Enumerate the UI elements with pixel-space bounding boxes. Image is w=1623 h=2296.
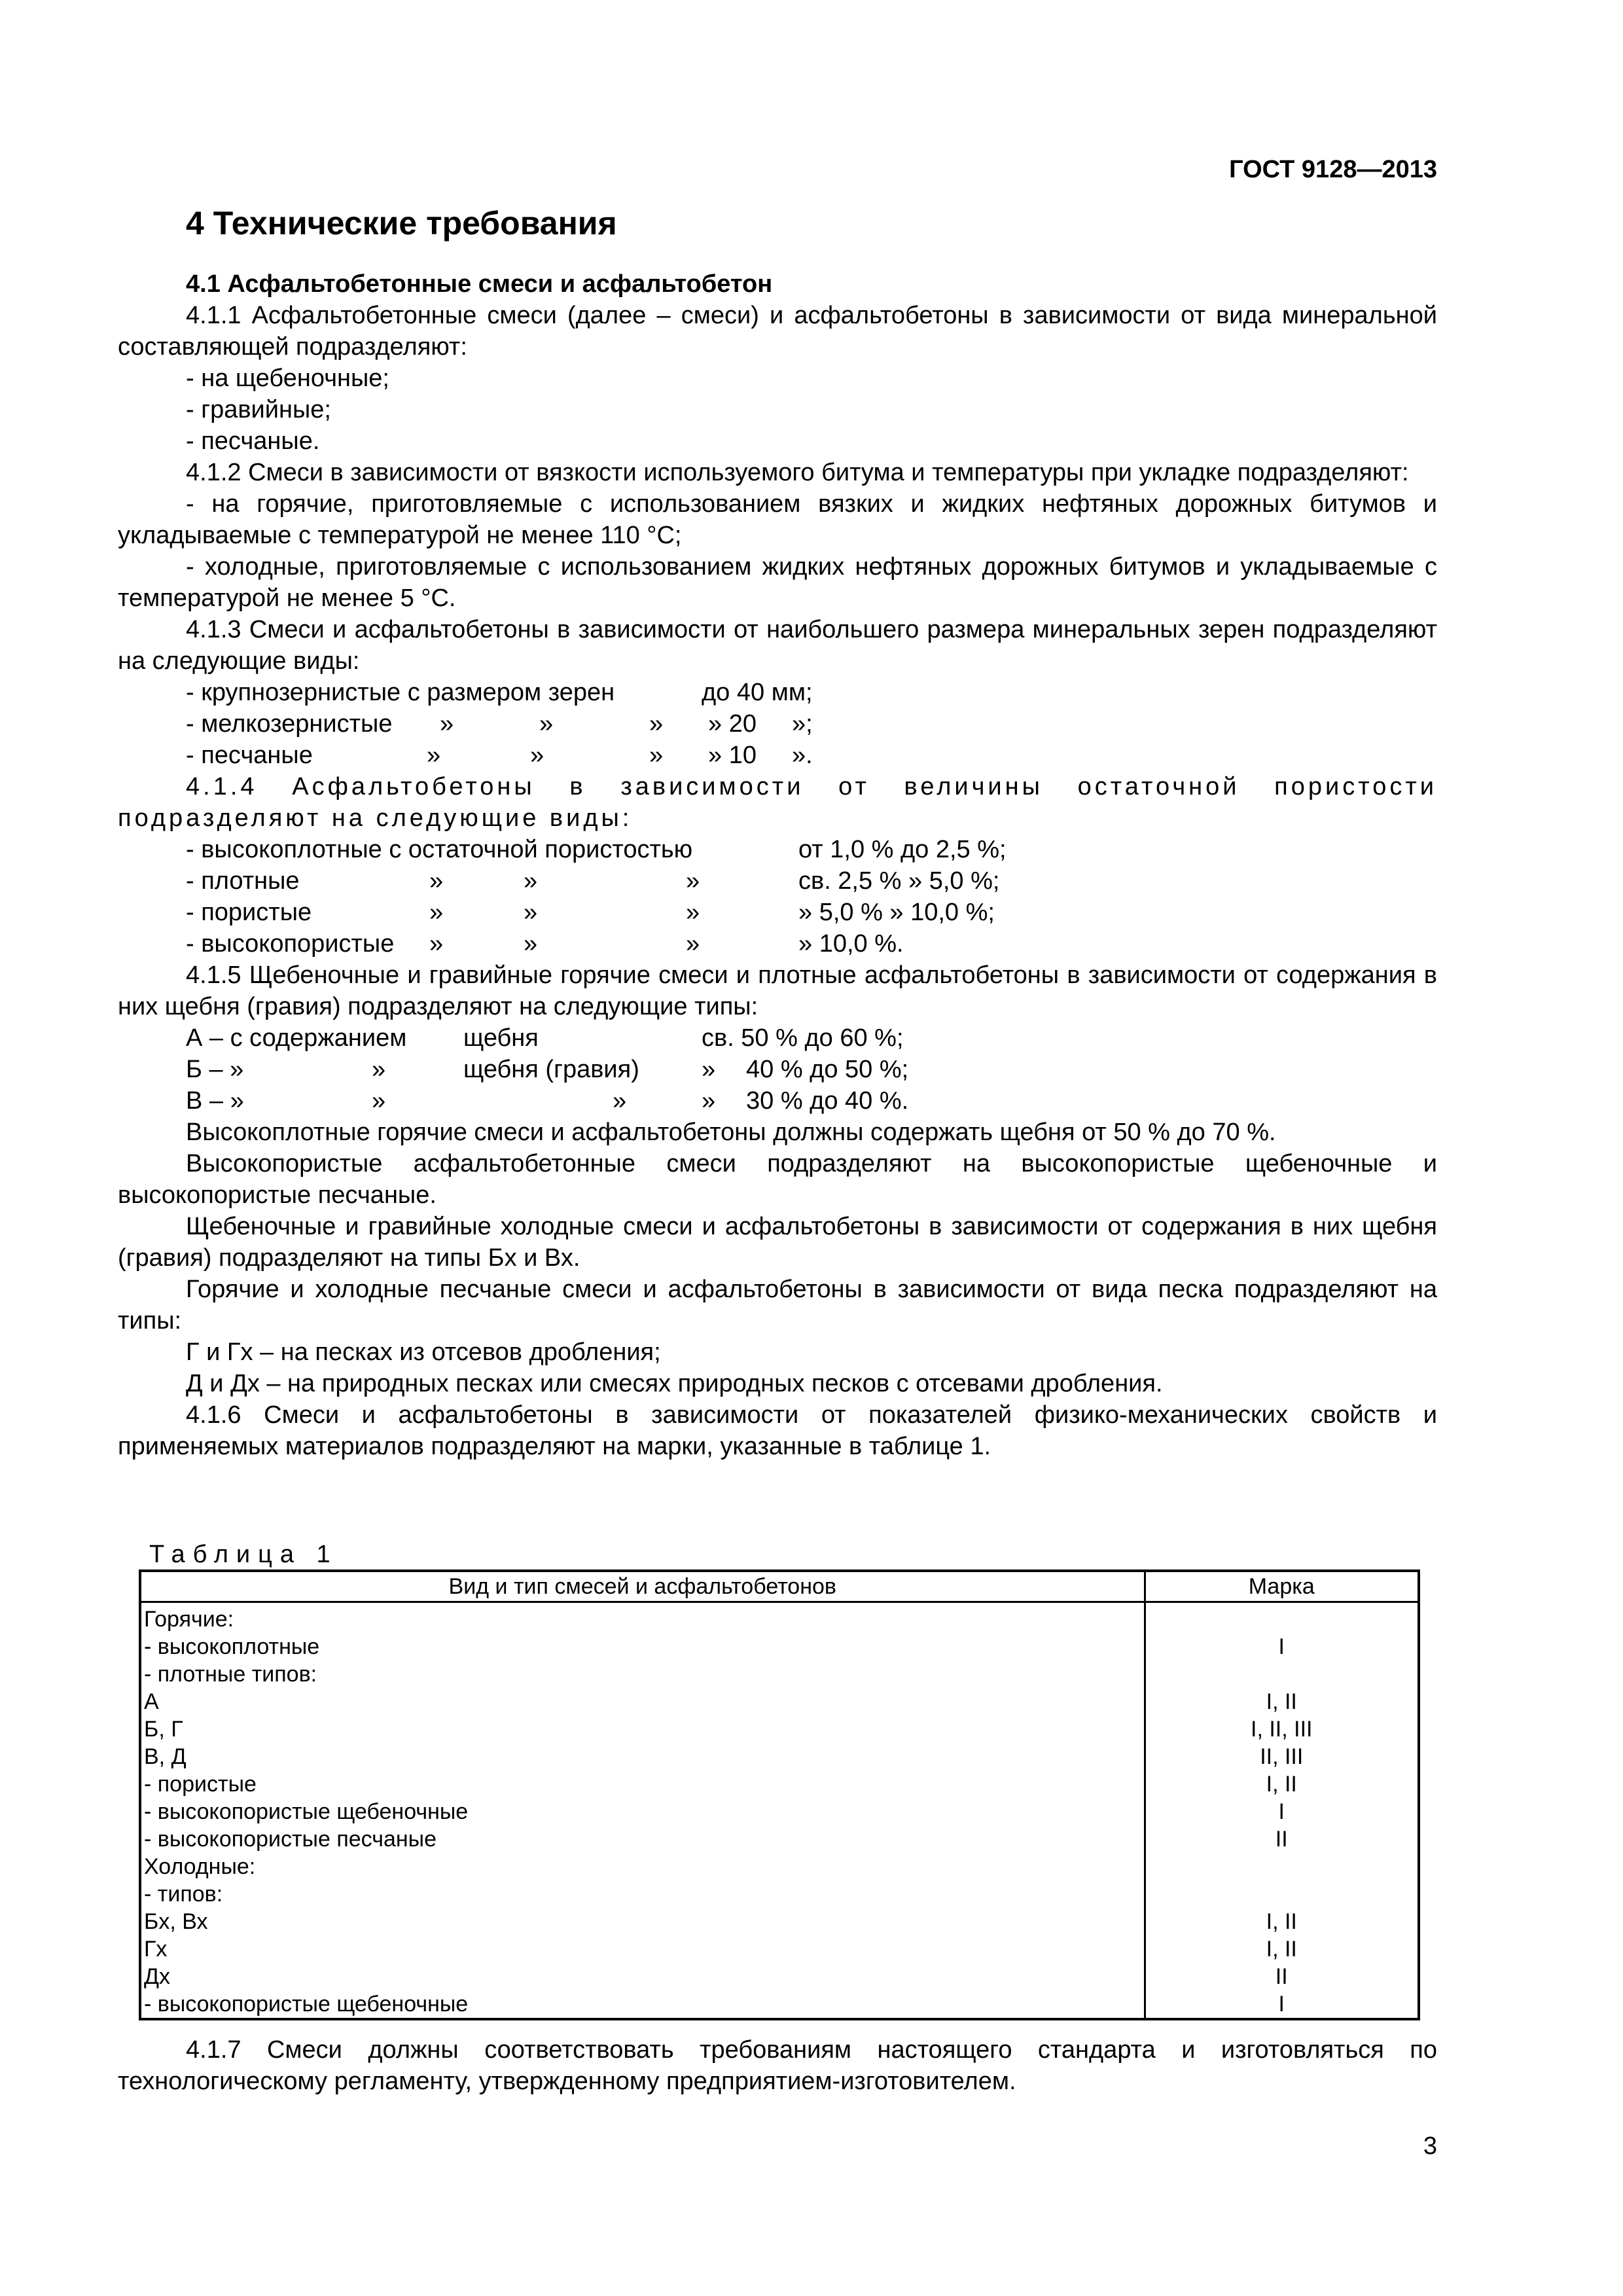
page-number: 3 <box>1423 2132 1437 2160</box>
table-row: А I, II <box>140 1688 1419 1715</box>
paragraph: Высокоплотные горячие смеси и асфальтобетоны должны содержать щебня от 50 % до 70 %. <box>186 1119 1276 1146</box>
list-item: Д и Дх – на природных песках или смесях природных песков с отсевами дробления. <box>186 1370 1163 1397</box>
grain-size-row: - песчаные » » » » 10 ». <box>186 742 813 769</box>
table-row: Холодные: <box>140 1853 1419 1880</box>
list-item: - холодные, приготовляемые с использованием жидких нефтяных дорожных битумов и укладываемые с температурой не менее 5 °С. <box>118 553 1437 612</box>
table-row: - типов: <box>140 1880 1419 1908</box>
paragraph-4-1-2: 4.1.2 Смеси в зависимости от вязкости используемого битума и температуры при укладке подразделяют: <box>186 459 1409 486</box>
grain-size-row: - мелкозернистые » » » » 20 »; <box>186 710 813 738</box>
document-header-standard-code: ГОСТ 9128—2013 <box>1229 156 1437 183</box>
list-item: - на горячие, приготовляемые с использованием вязких и жидких нефтяных дорожных битумов и укладываемые с температурой не менее 110 °С; <box>118 490 1437 549</box>
paragraph-4-1-7: 4.1.7 Смеси должны соответствовать требованиям настоящего стандарта и изготовляться по технологическому регламенту, утвержденному предприятием-изготовителем. <box>118 2036 1437 2095</box>
paragraph-4-1-5: 4.1.5 Щебеночные и гравийные горячие смеси и плотные асфальтобетоны в зависимости от содержания в них щебня (гравия) подразделяют на следующие типы: <box>118 961 1437 1020</box>
paragraph: Щебеночные и гравийные холодные смеси и асфальтобетоны в зависимости от содержания в них щебня (гравия) подразделяют на типы Бх и Вх. <box>118 1213 1437 1272</box>
list-item: - на щебеночные; <box>186 365 389 392</box>
column-header-grade: Марка <box>1145 1571 1419 1602</box>
list-item: Г и Гх – на песках из отсевов дробления; <box>186 1338 661 1366</box>
porosity-row: - высокоплотные с остаточной пористостью от 1,0 % до 2,5 %; <box>186 836 1007 863</box>
table-row: - пористые I, II <box>140 1770 1419 1798</box>
paragraph: Высокопористые асфальтобетонные смеси подразделяют на высокопористые щебеночные и высокопористые песчаные. <box>118 1150 1437 1209</box>
table-1-caption: Таблица 1 <box>149 1541 338 1568</box>
crushed-stone-row: А – с содержанием щебня св. 50 % до 60 %; <box>186 1024 904 1052</box>
subsection-heading-4-1: 4.1 Асфальтобетонные смеси и асфальтобетон <box>186 270 773 298</box>
table-row: - плотные типов: <box>140 1660 1419 1688</box>
table-row: Горячие: <box>140 1602 1419 1634</box>
table-header-row <box>140 1571 1419 1602</box>
table-row: - высокопористые щебеночные I <box>140 1990 1419 2019</box>
crushed-stone-row: В – » » » » 30 % до 40 %. <box>186 1087 909 1115</box>
porosity-row: - плотные » » » св. 2,5 % » 5,0 %; <box>186 867 1000 895</box>
porosity-row: - пористые » » » » 5,0 % » 10,0 %; <box>186 899 995 926</box>
list-item: - гравийные; <box>186 396 331 423</box>
paragraph-4-1-3: 4.1.3 Смеси и асфальтобетоны в зависимости от наибольшего размера минеральных зерен подразделяют на следующие виды: <box>118 616 1437 675</box>
section-title: 4 Технические требования <box>186 205 617 242</box>
table-1 <box>139 1570 1420 2020</box>
table-row: Дх II <box>140 1963 1419 1990</box>
table-row: В, Д II, III <box>140 1743 1419 1770</box>
column-header-type: Вид и тип смесей и асфальтобетонов <box>140 1571 1145 1602</box>
paragraph: Горячие и холодные песчаные смеси и асфальтобетоны в зависимости от вида песка подразделяют на типы: <box>118 1276 1437 1335</box>
table-row: - высокопористые песчаные II <box>140 1825 1419 1853</box>
porosity-row: - высокопористые » » » » 10,0 %. <box>186 930 904 958</box>
section-4-1-body <box>118 268 1437 1462</box>
paragraph-4-1-4: 4.1.4 Асфальтобетоны в зависимости от величины остаточной пористости подразделяют на следующие виды: <box>118 773 1437 832</box>
crushed-stone-row: Б – » » щебня (гравия) » 40 % до 50 %; <box>186 1056 909 1083</box>
paragraph-4-1-7-block <box>118 2034 1437 2097</box>
table-row: Гх I, II <box>140 1935 1419 1963</box>
list-item: - песчаные. <box>186 427 320 455</box>
table-row: - высокопористые щебеночные I <box>140 1798 1419 1825</box>
table-row: Б, Г I, II, III <box>140 1715 1419 1743</box>
table-row: Бх, Вх I, II <box>140 1908 1419 1935</box>
table-row: - высокоплотные I <box>140 1633 1419 1660</box>
paragraph-4-1-1: 4.1.1 Асфальтобетонные смеси (далее – смеси) и асфальтобетоны в зависимости от вида минеральной составляющей подразделяют: <box>118 302 1437 361</box>
grain-size-row: - крупнозернистые с размером зерен до 40 мм; <box>186 679 813 706</box>
paragraph-4-1-6: 4.1.6 Смеси и асфальтобетоны в зависимости от показателей физико-механических свойств и применяемых материалов подразделяют на марки, указанные в таблице 1. <box>118 1401 1437 1460</box>
